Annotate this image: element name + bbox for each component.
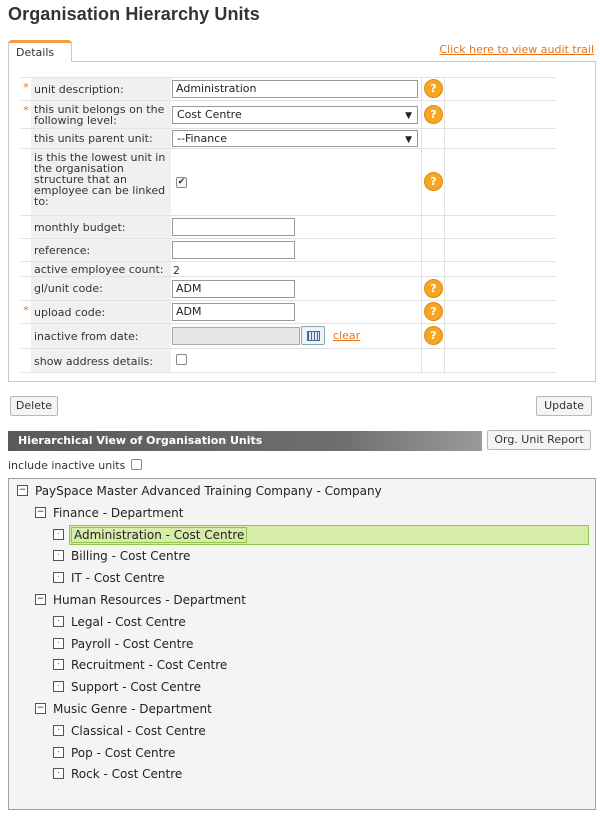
chevron-down-icon: ▼ [405, 135, 412, 145]
tree-node[interactable] [53, 613, 186, 631]
parent-unit-cell [171, 129, 421, 148]
hierarchy-header: Hierarchical View of Organisation Units [8, 431, 482, 451]
unit-description-cell [171, 78, 421, 100]
tree-node-label[interactable]: Billing - Cost Centre [71, 549, 191, 564]
row-active-count [21, 261, 556, 276]
tree-node-label[interactable]: Support - Cost Centre [71, 680, 202, 695]
required-mark: * [23, 104, 29, 117]
lowest-unit-label: is this the lowest unit in the organisation structure that an employee can be linked to: [31, 149, 171, 215]
help-cell [421, 239, 445, 261]
help-cell [421, 324, 445, 348]
help-icon[interactable]: ? [424, 326, 443, 345]
active-count-value: 2 [173, 264, 180, 277]
leaf-node-icon[interactable]: · [53, 768, 64, 779]
collapse-icon[interactable]: − [36, 703, 45, 713]
help-cell [421, 301, 445, 323]
calendar-icon[interactable] [301, 326, 325, 345]
leaf-node-icon[interactable]: · [53, 572, 64, 583]
upload-code-cell [171, 301, 421, 323]
row-parent-unit [21, 128, 556, 148]
monthly-budget-input[interactable] [172, 218, 295, 236]
tree-node-label[interactable]: Human Resources - Department [53, 593, 246, 607]
tree-node[interactable] [53, 635, 193, 653]
leaf-node-icon[interactable]: · [53, 681, 64, 692]
reference-input[interactable] [172, 241, 295, 259]
help-icon[interactable]: ? [424, 79, 443, 98]
help-cell [421, 78, 445, 100]
leaf-node-icon[interactable]: · [53, 725, 64, 736]
tree-node[interactable] [53, 656, 227, 674]
tree-node[interactable] [53, 569, 164, 587]
page-title: Organisation Hierarchy Units [8, 4, 260, 24]
tree-node-label[interactable]: Payroll - Cost Centre [71, 636, 194, 651]
tree-node[interactable] [53, 547, 190, 565]
tree-node-label[interactable]: Finance - Department [53, 505, 184, 520]
help-cell [421, 277, 445, 300]
upload-code-input[interactable]: ADM [172, 303, 295, 321]
inactive-from-label: inactive from date: [31, 324, 171, 348]
unit-description-input[interactable]: Administration [172, 80, 418, 98]
tab-details[interactable]: Details [8, 40, 72, 62]
parent-unit-select-value: --Finance [177, 132, 228, 145]
row-reference [21, 238, 556, 261]
reference-cell [171, 239, 421, 261]
tree-node-label[interactable]: Recruitment - Cost Centre [71, 658, 228, 673]
leaf-node-icon[interactable]: · [53, 638, 64, 649]
parent-unit-label: this units parent unit: [31, 129, 171, 148]
tree-node[interactable] [53, 744, 175, 762]
leaf-node-icon[interactable]: · [53, 659, 64, 670]
gl-code-label: gl/unit code: [31, 277, 171, 300]
collapse-icon[interactable]: − [36, 506, 45, 517]
level-select-value: Cost Centre [177, 108, 242, 121]
row-inactive-from [21, 323, 556, 348]
level-select[interactable] [172, 106, 418, 124]
details-panel [8, 61, 596, 382]
reference-label: reference: [31, 239, 171, 261]
collapse-icon[interactable]: − [36, 594, 45, 604]
active-count-label: active employee count: [31, 262, 171, 276]
level-label: this unit belongs on the following level: [31, 101, 171, 128]
tree-node[interactable] [53, 678, 201, 696]
show-address-checkbox[interactable] [176, 354, 187, 365]
tree-node-label[interactable]: Music Genre - Department [53, 702, 212, 716]
gl-code-input[interactable]: ADM [172, 280, 295, 298]
tree-node-label[interactable]: Rock - Cost Centre [71, 767, 183, 782]
clear-date-link[interactable]: clear [333, 329, 361, 342]
tree-node[interactable] [53, 722, 206, 740]
tree-node[interactable] [53, 765, 182, 783]
help-cell [421, 216, 445, 238]
show-address-label: show address details: [31, 349, 171, 372]
tree-node[interactable] [35, 700, 212, 718]
row-level [21, 100, 556, 128]
org-unit-report-button[interactable]: Org. Unit Report [487, 430, 591, 450]
include-inactive-label [8, 459, 142, 472]
row-lowest-unit [21, 148, 556, 215]
row-gl-code [21, 276, 556, 300]
help-icon[interactable]: ? [424, 172, 443, 191]
tree-node-label[interactable]: Legal - Cost Centre [71, 614, 186, 629]
leaf-node-icon[interactable]: · [53, 747, 64, 758]
tree-node[interactable] [17, 482, 382, 500]
help-cell [421, 129, 445, 148]
delete-button[interactable]: Delete [10, 396, 58, 416]
row-monthly-budget [21, 215, 556, 238]
level-cell [171, 101, 421, 128]
row-show-address [21, 348, 556, 373]
required-mark: * [23, 81, 29, 94]
include-inactive-text: include inactive units [8, 459, 126, 472]
update-button[interactable]: Update [536, 396, 592, 416]
row-unit-description [21, 77, 556, 100]
help-cell [421, 349, 445, 372]
lowest-unit-cell [171, 149, 421, 215]
help-icon[interactable]: ? [424, 279, 443, 298]
unit-description-label: unit description: [31, 78, 171, 100]
inactive-from-input[interactable] [172, 327, 300, 345]
audit-trail-link[interactable]: Click here to view audit trail [439, 43, 594, 56]
tree-node[interactable] [35, 591, 246, 609]
tree-node-label[interactable]: Pop - Cost Centre [71, 745, 176, 760]
gl-code-cell [171, 277, 421, 300]
tree-node-label[interactable]: IT - Cost Centre [71, 571, 165, 586]
monthly-budget-cell [171, 216, 421, 238]
active-count-cell [171, 262, 421, 276]
inactive-from-cell [171, 324, 421, 348]
help-cell [421, 149, 445, 215]
help-cell [421, 101, 445, 128]
leaf-node-icon[interactable]: · [53, 529, 64, 540]
tree-node-label[interactable]: PaySpace Master Advanced Training Company - Company [35, 484, 382, 498]
help-cell [421, 262, 445, 276]
required-mark: * [23, 304, 29, 317]
collapse-icon[interactable]: − [18, 485, 27, 495]
show-address-cell [171, 349, 421, 372]
hierarchy-tree [8, 478, 596, 810]
leaf-node-icon[interactable]: · [53, 616, 64, 627]
help-icon[interactable]: ? [424, 105, 443, 124]
tree-node[interactable] [35, 504, 183, 522]
lowest-unit-checkbox[interactable]: ✔ [177, 177, 186, 187]
include-inactive-checkbox[interactable] [131, 459, 142, 470]
parent-unit-select[interactable] [172, 130, 418, 147]
leaf-node-icon[interactable]: · [53, 550, 64, 561]
upload-code-label: upload code: [31, 301, 171, 323]
row-upload-code [21, 300, 556, 323]
monthly-budget-label: monthly budget: [31, 216, 171, 238]
tree-node-label[interactable]: Administration - Cost Centre [71, 527, 247, 543]
tree-node-selected[interactable] [53, 526, 247, 544]
help-icon[interactable]: ? [424, 302, 443, 321]
chevron-down-icon: ▼ [405, 111, 412, 121]
tree-node-label[interactable]: Classical - Cost Centre [71, 723, 206, 738]
